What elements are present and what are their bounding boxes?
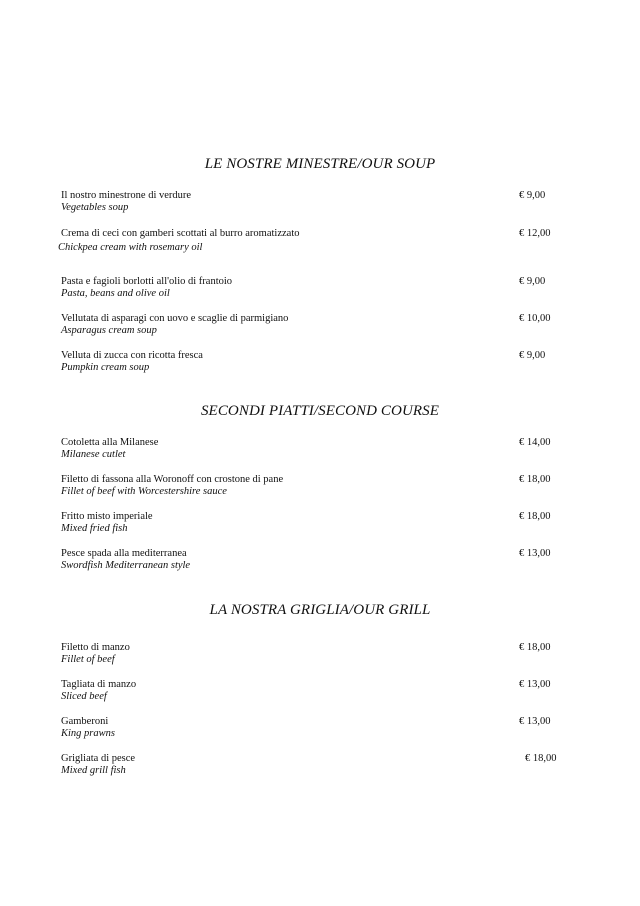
dish-translation: Fillet of beef xyxy=(61,654,115,665)
dish-name: Filetto di fassona alla Woronoff con crostone di pane xyxy=(61,474,284,485)
dish-name: Velluta di zucca con ricotta fresca xyxy=(61,350,203,361)
dish-price: € 18,00 xyxy=(519,474,551,485)
menu-item xyxy=(0,511,640,541)
dish-name: Crema di ceci con gamberi scottati al burro aromatizzato xyxy=(61,228,300,239)
menu-item xyxy=(0,228,640,258)
dish-name: Tagliata di manzo xyxy=(61,679,137,690)
dish-price: € 10,00 xyxy=(519,313,551,324)
dish-price: € 14,00 xyxy=(519,437,551,448)
dish-name: Pasta e fagioli borlotti all'olio di frantoio xyxy=(61,276,233,287)
dish-price: € 12,00 xyxy=(519,228,551,239)
dish-translation: Milanese cutlet xyxy=(61,449,126,460)
dish-translation: Mixed grill fish xyxy=(61,765,126,776)
section-title-soup: LE NOSTRE MINESTRE/OUR SOUP xyxy=(204,156,436,172)
dish-name: Grigliata di pesce xyxy=(61,753,136,764)
dish-name: Gamberoni xyxy=(61,716,109,727)
dish-name: Cotoletta alla Milanese xyxy=(61,437,159,448)
dish-name: Pesce spada alla mediterranea xyxy=(61,548,187,559)
dish-translation: Vegetables soup xyxy=(61,202,129,213)
menu-item xyxy=(0,474,640,504)
dish-translation: Swordfish Mediterranean style xyxy=(61,560,191,571)
menu-item xyxy=(0,313,640,343)
dish-price: € 9,00 xyxy=(519,190,546,201)
dish-translation: Mixed fried fish xyxy=(61,523,128,534)
dish-price: € 9,00 xyxy=(519,276,546,287)
dish-name: Vellutata di asparagi con uovo e scaglie di parmigiano xyxy=(61,313,289,324)
dish-translation: Pasta, beans and olive oil xyxy=(61,288,170,299)
menu-item xyxy=(0,548,640,578)
menu-item xyxy=(0,276,640,306)
dish-translation: Asparagus cream soup xyxy=(61,325,157,336)
dish-translation: Fillet of beef with Worcestershire sauce xyxy=(61,486,227,497)
menu-item xyxy=(0,437,640,467)
menu-item xyxy=(0,190,640,220)
menu-item xyxy=(0,350,640,380)
dish-price: € 13,00 xyxy=(519,716,551,727)
menu-item xyxy=(0,642,640,672)
dish-translation: King prawns xyxy=(61,728,115,739)
dish-price: € 18,00 xyxy=(525,753,557,764)
dish-name: Filetto di manzo xyxy=(61,642,130,653)
dish-price: € 13,00 xyxy=(519,548,551,559)
dish-price: € 18,00 xyxy=(519,642,551,653)
menu-item xyxy=(0,716,640,746)
dish-name: Fritto misto imperiale xyxy=(61,511,153,522)
dish-name: Il nostro minestrone di verdure xyxy=(61,190,192,201)
section-title-second-course: SECONDI PIATTI/SECOND COURSE xyxy=(200,403,440,419)
dish-translation: Chickpea cream with rosemary oil xyxy=(58,242,203,253)
dish-translation: Sliced beef xyxy=(61,691,107,702)
dish-price: € 9,00 xyxy=(519,350,546,361)
dish-price: € 13,00 xyxy=(519,679,551,690)
dish-price: € 18,00 xyxy=(519,511,551,522)
menu-item xyxy=(0,753,640,783)
menu-item xyxy=(0,679,640,709)
dish-translation: Pumpkin cream soup xyxy=(61,362,150,373)
section-title-grill: LA NOSTRA GRIGLIA/OUR GRILL xyxy=(209,602,431,618)
